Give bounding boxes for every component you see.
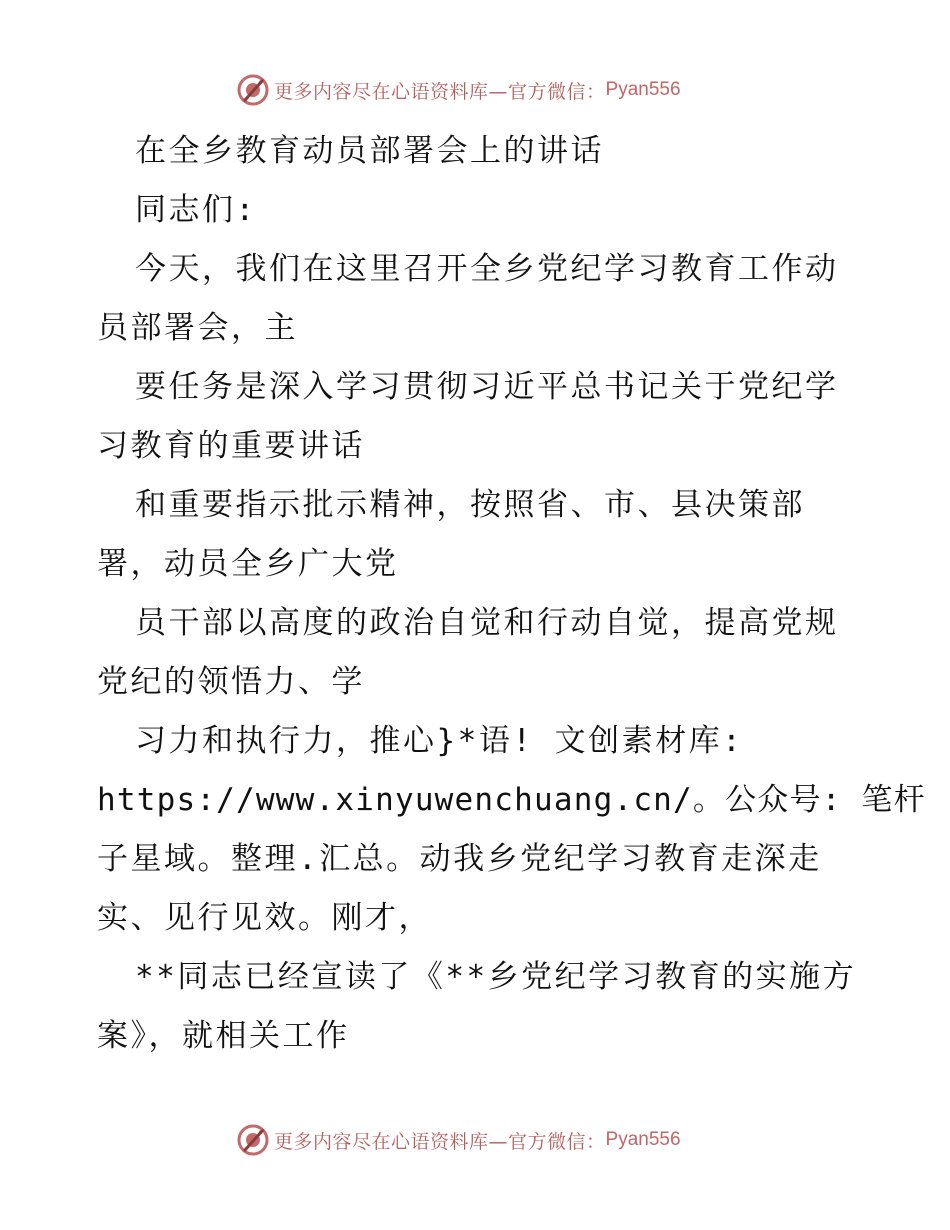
salutation: 同志们: [135, 192, 257, 228]
paragraph-line: 习教育的重要讲话 [97, 428, 365, 464]
footer-watermark-banner [236, 1122, 681, 1158]
paragraph-line: 实、见行见效。刚才， [97, 900, 432, 936]
banner-wechat-handle: Pyan556 [605, 1129, 681, 1150]
paragraph-line: 习力和执行力，推心}*语! 文创素材库: [135, 723, 744, 759]
brand-logo-icon [236, 1123, 270, 1157]
paragraph-line: 员干部以高度的政治自觉和行动自觉，提高党规 [135, 605, 839, 641]
brand-logo-icon [236, 73, 270, 107]
paragraph-line: 要任务是深入学习贯彻习近平总书记关于党纪学 [135, 369, 839, 405]
header-watermark-banner [236, 72, 681, 108]
document-body [97, 122, 926, 1066]
paragraph-line-url: https://www.xinyuwenchuang.cn/。公众号: 笔杆 [97, 782, 926, 818]
paragraph-line: 署，动员全乡广大党 [97, 546, 399, 582]
banner-wechat-handle: Pyan556 [605, 79, 681, 100]
paragraph-line: 员部署会，主 [97, 310, 298, 346]
paragraph-line: **同志已经宣读了《**乡党纪学习教育的实施方 [135, 959, 857, 995]
paragraph-line: 案》，就相关工作 [97, 1018, 350, 1054]
document-title: 在全乡教育动员部署会上的讲话 [135, 133, 604, 169]
paragraph-line: 党纪的领悟力、学 [97, 664, 365, 700]
banner-text: 更多内容尽在心语资料库—官方微信： [274, 1130, 606, 1153]
banner-text: 更多内容尽在心语资料库—官方微信： [274, 80, 606, 103]
paragraph-line: 今天，我们在这里召开全乡党纪学习教育工作动 [135, 251, 839, 287]
paragraph-line: 子星域。整理.汇总。动我乡党纪学习教育走深走 [97, 841, 822, 877]
paragraph-line: 和重要指示批示精神，按照省、市、县决策部 [135, 487, 805, 523]
